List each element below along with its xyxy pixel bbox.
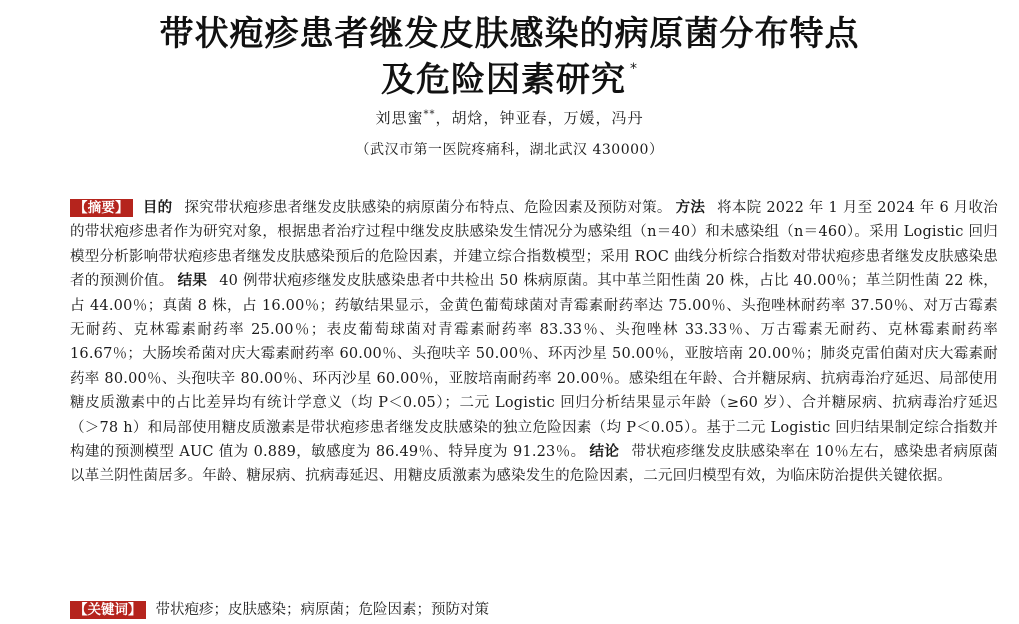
title-footnote-mark: * xyxy=(630,61,638,77)
method-text: 将本院 2022 年 1 月至 2024 年 6 月收治的带状疱疹患者作为研究对象，根据患者治疗过程中继发皮肤感染发生情况分为感染组（n＝40）和未感染组（n＝460）。采用 Logistic 回归模型分析影响带状疱疹患者继发皮肤感染预后的危险因素，并建立综合指数模型；采用 ROC 曲线分析综合指数对带状疱疹患者继发皮肤感染患者的预测价值。 xyxy=(70,200,998,290)
result-text: 40 例带状疱疹继发皮肤感染患者中共检出 50 株病原菌。其中革兰阳性菌 20 株，占比 40.00％；革兰阴性菌 22 株，占 44.00％；真菌 8 株，占 16.00％；药敏结果显示，金黄色葡萄球菌对青霉素耐药率达 75.00％、头孢唑林耐药率 37.50％、对万古霉素无耐药、克林霉素耐药率 25.00％；表皮葡萄球菌对青霉素耐药率 83.33％、头孢唑林 33.33％、万古霉素无耐药、克林霉素耐药率 16.67％；大肠埃希菌对庆大霉素耐药率 60.00％、头孢呋辛 50.00％、环丙沙星 50.00％，亚胺培南 20.00％；肺炎克雷伯菌对庆大霉素耐药率 80.00％、头孢呋辛 80.00％、环丙沙星 60.00％，亚胺培南耐药率 20.00％。感染组在年龄、合并糖尿病、抗病毒治疗延迟、局部使用糖皮质激素中的占比差异均有统计学意义（均 P＜0.05）；二元 Logistic 回归分析结果显示年龄（≥60 岁）、合并糖尿病、抗病毒治疗延迟（＞78 h）和局部使用糖皮质激素是带状疱疹患者继发皮肤感染的独立危险因素（均 P＜0.05）。基于二元 Logistic 回归结果制定综合指数并构建的预测模型 AUC 值为 0.889，敏感度为 86.49％、特异度为 91.23％。 xyxy=(70,273,998,461)
keywords-text: 带状疱疹；皮肤感染；病原菌；危险因素；预防对策 xyxy=(155,602,489,618)
result-heading: 结果 xyxy=(177,273,208,290)
paper-title-line2 xyxy=(0,52,1019,101)
purpose-heading: 目的 xyxy=(142,200,173,216)
conclusion-heading: 结论 xyxy=(589,444,620,461)
abstract-tag: 【摘要】 xyxy=(70,199,133,217)
first-author-mark: ** xyxy=(423,109,436,120)
method-heading: 方法 xyxy=(675,200,706,216)
keywords-tag: 【关键词】 xyxy=(70,601,146,619)
paper-title-line2-text: 及危险因素研究 xyxy=(381,60,626,100)
purpose-text: 探究带状疱疹患者继发皮肤感染的病原菌分布特点、危险因素及预防对策。 xyxy=(184,200,672,216)
paper-title-line1: 带状疱疹患者继发皮肤感染的病原菌分布特点 xyxy=(159,14,860,54)
first-author: 刘思蜜 xyxy=(375,109,424,127)
abstract xyxy=(70,196,998,489)
affiliation: （武汉市第一医院疼痛科，湖北武汉 430000） xyxy=(355,142,664,158)
keywords xyxy=(70,598,998,622)
other-authors: ，胡焓，钟亚春，万媛，冯丹 xyxy=(435,109,644,127)
conclusion-text: 带状疱疹继发皮肤感染率在 10％左右，感染患者病原菌以革兰阴性菌居多。年龄、糖尿病、抗病毒延迟、用糖皮质激素为感染发生的危险因素，二元回归模型有效，为临床防治提供关键依据。 xyxy=(70,444,998,485)
author-list xyxy=(0,107,1019,128)
